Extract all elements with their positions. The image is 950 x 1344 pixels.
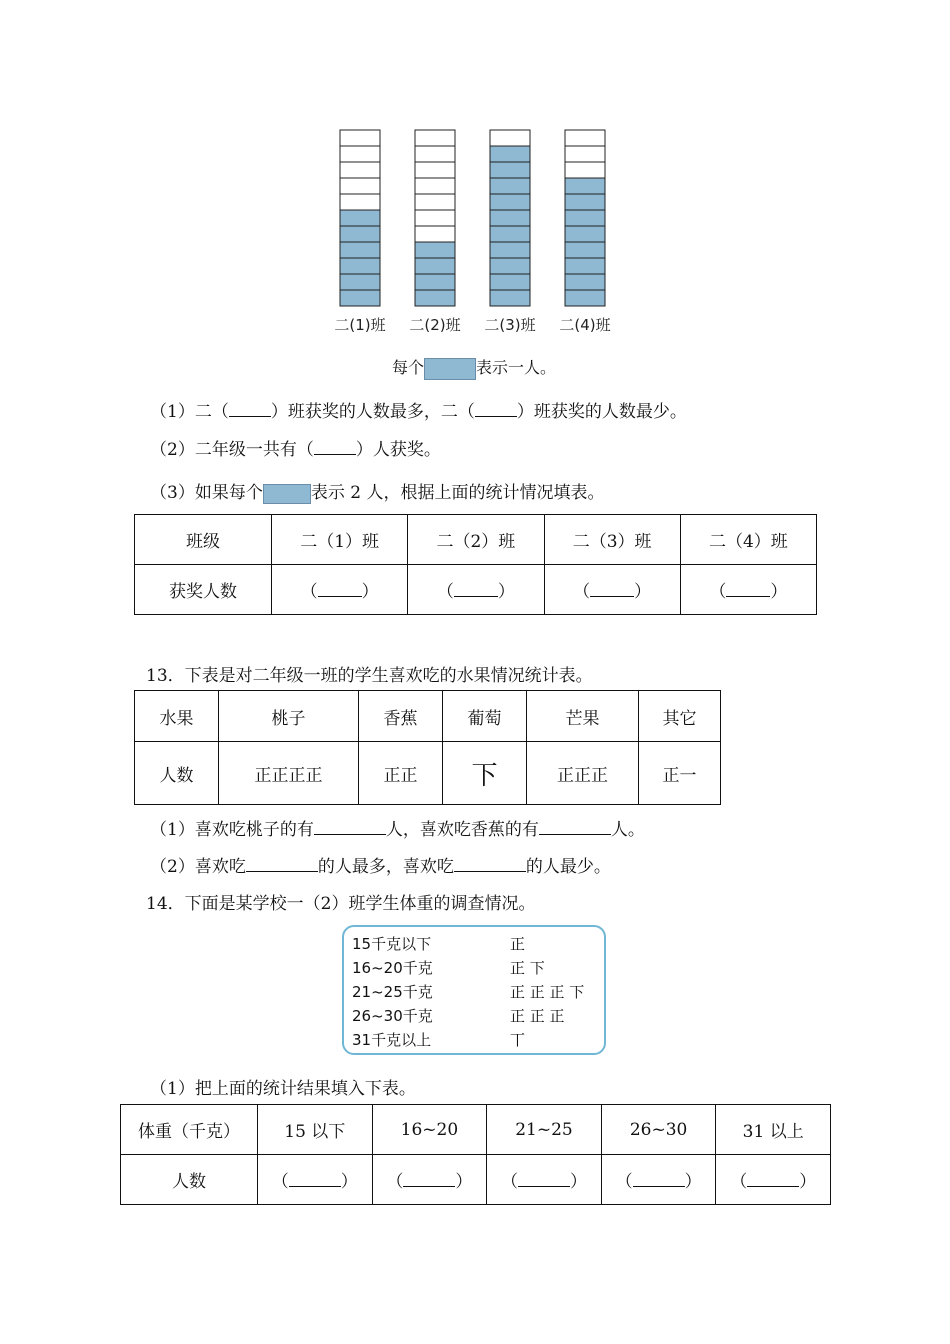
filled-cell: [490, 210, 530, 226]
empty-cell: [415, 130, 455, 146]
answer-blank[interactable]: [518, 1172, 570, 1187]
paren-open: （: [730, 1172, 748, 1192]
table-header-cell: 21~25: [487, 1105, 602, 1155]
answer-blank[interactable]: [403, 1172, 455, 1187]
paren-close: ）: [455, 1172, 473, 1192]
paren-open: （: [436, 582, 454, 602]
q13-part2: [150, 852, 611, 877]
empty-cell: [415, 226, 455, 242]
table-header-cell: 16~20: [372, 1105, 487, 1155]
answer-blank[interactable]: [633, 1172, 685, 1187]
empty-cell: [415, 146, 455, 162]
filled-cell: [565, 210, 605, 226]
answer-blank[interactable]: [454, 582, 498, 597]
survey-tally: 正: [510, 935, 526, 953]
filled-cell: [490, 290, 530, 306]
q13-p2-text-c: 的人最少。: [525, 857, 611, 877]
legend-cell-icon: [424, 358, 476, 380]
filled-cell: [490, 146, 530, 162]
paren-open: （: [709, 582, 727, 602]
q13-part1: [150, 815, 645, 840]
q12-p1-text-a: （1）二（: [150, 402, 229, 422]
answer-blank[interactable]: [246, 857, 318, 872]
table-header-cell: 二（2）班: [408, 515, 544, 565]
answer-blank[interactable]: [318, 582, 362, 597]
answer-blank[interactable]: [747, 1172, 799, 1187]
answer-blank[interactable]: [726, 582, 770, 597]
q13-p2-text-b: 的人最多，喜欢吃: [317, 857, 454, 877]
filled-cell: [565, 226, 605, 242]
filled-cell: [490, 178, 530, 194]
paren-open: （: [271, 1172, 289, 1192]
paren-open: （: [300, 582, 318, 602]
paren-open: （: [386, 1172, 404, 1192]
table-header-cell: 二（4）班: [680, 515, 816, 565]
answer-cell[interactable]: [601, 1155, 716, 1205]
q13-p1-text-a: （1）喜欢吃桃子的有: [150, 820, 314, 840]
empty-cell: [490, 130, 530, 146]
tally-cell: 正正正正: [219, 742, 359, 805]
survey-label: 26~30千克: [352, 1007, 433, 1025]
paren-close: ）: [340, 1172, 358, 1192]
table-header-cell: 水果: [135, 691, 219, 742]
empty-cell: [415, 210, 455, 226]
filled-cell: [490, 274, 530, 290]
legend-prefix: 每个: [392, 358, 425, 377]
filled-cell: [565, 258, 605, 274]
empty-cell: [415, 178, 455, 194]
empty-cell: [340, 178, 380, 194]
legend-cell-icon: [263, 484, 311, 504]
chart-legend: [392, 355, 556, 380]
answer-blank[interactable]: [539, 820, 611, 835]
paren-close: ）: [569, 1172, 587, 1192]
empty-cell: [415, 194, 455, 210]
paren-close: ）: [497, 582, 515, 602]
survey-tally: 丅: [510, 1031, 526, 1049]
survey-label: 16~20千克: [352, 959, 433, 977]
q13-title: 13．下表是对二年级一班的学生喜欢吃的水果情况统计表。: [146, 666, 593, 686]
table-header-cell: 桃子: [219, 691, 359, 742]
paren-open: （: [615, 1172, 633, 1192]
tally-cell: 正一: [639, 742, 721, 805]
paren-close: ）: [361, 582, 379, 602]
table-header-cell: 二（1）班: [272, 515, 408, 565]
answer-cell[interactable]: [487, 1155, 602, 1205]
filled-cell: [565, 290, 605, 306]
q14-table: [120, 1104, 831, 1205]
empty-cell: [340, 130, 380, 146]
survey-tally: 正 正 正 下: [510, 983, 585, 1001]
answer-blank[interactable]: [590, 582, 634, 597]
table-header-cell: 15 以下: [258, 1105, 373, 1155]
empty-cell: [340, 162, 380, 178]
table-row-label: 人数: [135, 742, 219, 805]
answer-cell[interactable]: [272, 565, 408, 615]
survey-label: 21~25千克: [352, 983, 433, 1001]
q14-part1: （1）把上面的统计结果填入下表。: [150, 1079, 416, 1099]
tally-cell: 下: [443, 742, 527, 805]
answer-cell[interactable]: [258, 1155, 373, 1205]
class-award-chart: [320, 118, 640, 348]
empty-cell: [565, 130, 605, 146]
filled-cell: [415, 274, 455, 290]
answer-blank[interactable]: [314, 820, 386, 835]
answer-blank[interactable]: [289, 1172, 341, 1187]
answer-cell[interactable]: [408, 565, 544, 615]
q12-p1-text-b: ）班获奖的人数最多，二（: [270, 402, 475, 422]
legend-suffix: 表示一人。: [476, 358, 557, 377]
filled-cell: [565, 242, 605, 258]
class-label: 二(1)班: [334, 316, 386, 334]
answer-cell[interactable]: [372, 1155, 487, 1205]
filled-cell: [340, 258, 380, 274]
q12-part3: [150, 478, 604, 504]
q14-title: 14．下面是某学校一（2）班学生体重的调查情况。: [146, 894, 536, 914]
answer-blank[interactable]: [314, 440, 356, 455]
q13-p2-text-a: （2）喜欢吃: [150, 857, 246, 877]
filled-cell: [415, 290, 455, 306]
table-header-cell: 葡萄: [443, 691, 527, 742]
paren-open: （: [573, 582, 591, 602]
table-header-cell: 体重（千克）: [121, 1105, 258, 1155]
filled-cell: [565, 274, 605, 290]
filled-cell: [340, 290, 380, 306]
filled-cell: [415, 242, 455, 258]
empty-cell: [565, 162, 605, 178]
table-header-cell: 其它: [639, 691, 721, 742]
q13-p1-text-c: 人。: [610, 820, 645, 840]
answer-blank[interactable]: [454, 857, 526, 872]
filled-cell: [490, 194, 530, 210]
filled-cell: [490, 162, 530, 178]
q12-p3-text-b: 表示 2 人，根据上面的统计情况填表。: [310, 483, 605, 503]
filled-cell: [340, 226, 380, 242]
q12-part1: [150, 397, 687, 422]
q12-p1-text-c: ）班获奖的人数最少。: [516, 402, 687, 422]
filled-cell: [340, 210, 380, 226]
paren-open: （: [500, 1172, 518, 1192]
survey-tally: 正 正 正: [510, 1007, 565, 1025]
table-header-cell: 二（3）班: [544, 515, 680, 565]
paren-close: ）: [799, 1172, 817, 1192]
filled-cell: [490, 258, 530, 274]
class-label: 二(3)班: [484, 316, 536, 334]
answer-blank[interactable]: [229, 402, 271, 417]
q12-p2-text-a: （2）二年级一共有（: [150, 440, 314, 460]
empty-cell: [415, 162, 455, 178]
q13-p1-text-b: 人，喜欢吃香蕉的有: [385, 820, 539, 840]
survey-label: 31千克以上: [352, 1031, 432, 1049]
class-label: 二(2)班: [409, 316, 461, 334]
answer-blank[interactable]: [475, 402, 517, 417]
table-header-cell: 香蕉: [359, 691, 443, 742]
filled-cell: [490, 226, 530, 242]
q12-p2-text-b: ）人获奖。: [355, 440, 441, 460]
filled-cell: [565, 194, 605, 210]
filled-cell: [490, 242, 530, 258]
table-header-cell: 26~30: [601, 1105, 716, 1155]
filled-cell: [340, 274, 380, 290]
filled-cell: [415, 258, 455, 274]
table-header-cell: 31 以上: [716, 1105, 831, 1155]
paren-close: ）: [634, 582, 652, 602]
answer-cell[interactable]: [716, 1155, 831, 1205]
filled-cell: [340, 242, 380, 258]
empty-cell: [340, 146, 380, 162]
tally-cell: 正正: [359, 742, 443, 805]
answer-cell[interactable]: [544, 565, 680, 615]
filled-cell: [565, 178, 605, 194]
table-row-label: 获奖人数: [135, 565, 272, 615]
survey-label: 15千克以下: [352, 935, 432, 953]
q12-part2: [150, 435, 441, 460]
table-header-cell: 班级: [135, 515, 272, 565]
answer-cell[interactable]: [680, 565, 816, 615]
empty-cell: [340, 194, 380, 210]
tally-cell: 正正正: [527, 742, 639, 805]
survey-tally: 正 下: [510, 959, 545, 977]
class-label: 二(4)班: [559, 316, 611, 334]
empty-cell: [565, 146, 605, 162]
q12-p3-text-a: （3）如果每个: [150, 483, 263, 503]
q12-table: [134, 514, 817, 615]
q13-table: [134, 690, 721, 805]
paren-close: ）: [684, 1172, 702, 1192]
table-header-cell: 芒果: [527, 691, 639, 742]
paren-close: ）: [770, 582, 788, 602]
table-row-label: 人数: [121, 1155, 258, 1205]
